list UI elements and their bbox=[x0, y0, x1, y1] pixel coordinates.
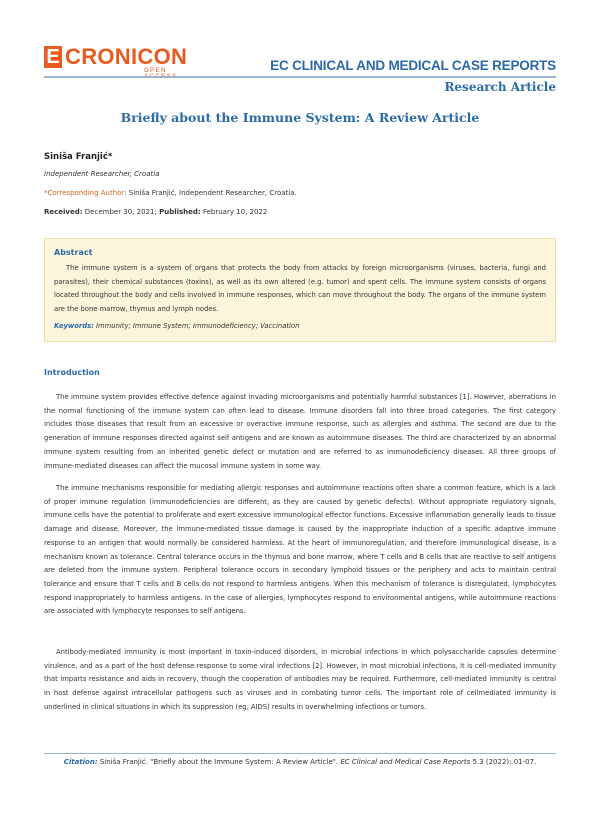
citation-journal: EC Clinical and Medical Case Reports bbox=[340, 758, 471, 766]
keywords-label: Keywords: bbox=[54, 321, 94, 330]
citation-line bbox=[44, 758, 556, 766]
received-label: Received: bbox=[44, 208, 83, 216]
article-dates bbox=[44, 208, 267, 216]
corresponding-label: *Corresponding Author bbox=[44, 189, 125, 197]
logo-tagline: OPEN bbox=[144, 68, 168, 74]
published-label: Published: bbox=[159, 208, 201, 216]
journal-name: EC CLINICAL AND MEDICAL CASE REPORTS bbox=[270, 58, 556, 73]
abstract-heading: Abstract bbox=[54, 248, 93, 257]
cronicon-logo bbox=[44, 44, 196, 74]
abstract-body: The immune system is a system of organs that protects the body from attacks by foreign microorganisms (viruses, bacteria, fungi and parasites), their chemical substances (toxins), as well as its own altered (e.g. tumor) and spent cells. The immune system consists of organs located throughout the body and cells involved in immune responses, which can move throughout the body. The organs of the immune system are the bone marrow, thymus and lymph nodes. bbox=[54, 264, 546, 314]
keywords bbox=[54, 320, 546, 333]
corresponding-text: : Siniša Franjić, Independent Researcher, Croatia. bbox=[124, 189, 297, 197]
intro-paragraph-2: The immune mechanisms responsible for mediating allergic responses and autoimmune reactions often share a common feature, which is a lack of proper immune regulation (immunodeficiencies are different, as they are caused by genetic defects). Without appropriate regulatory signals, immune cells have the potential to proliferate and exert excessive immunological effector functions. Excessive inflammation generally leads to tissue damage and disease. Moreover, the immune-mediated tissue damage is caused by the inappropriate induction of a specific adaptive immune response to an antigen that would normally be considered harmless. At the heart of immunoregulation, and therefore immunological disease, is a mechanism known as tolerance. Central tolerance occurs in the thymus and bone marrow, where T cells and B cells that are reactive to self antigens are deleted from the immune system. Peripheral tolerance occurs in secondary lymphoid tissues or the periphery and acts to maintain central tolerance and ensure that T cells and B cells do not respond to harmless antigens. When this mechanism of tolerance is disregulated, lymphocytes respond inappropriately to harmless antigens. In the case of allergies, lymphocytes respond to environmental antigens, while autoimmune reactions are associated with lymphocyte responses to self antigens. bbox=[44, 484, 556, 616]
keywords-list: Immunity; Immune System; Immunodeficiency; Vaccination bbox=[93, 321, 300, 330]
header-divider bbox=[44, 76, 556, 78]
article-title: Briefly about the Immune System: A Review Article bbox=[120, 110, 480, 125]
article-type: Research Article bbox=[444, 80, 556, 94]
author-affiliation: Independent Researcher, Croatia bbox=[44, 170, 160, 178]
published-date: February 10, 2022 bbox=[200, 208, 268, 216]
corresponding-author bbox=[44, 189, 297, 197]
footer-divider bbox=[44, 753, 556, 754]
author-name: Siniša Franjić* bbox=[44, 152, 113, 162]
logo-wordmark: CRONICON bbox=[65, 44, 188, 69]
introduction-heading: Introduction bbox=[44, 368, 100, 377]
intro-paragraph-1: The immune system provides effective defence against invading microorganisms and potentially harmful substances [1]. However, aberrations in the normal functioning of the immune system can often lead to disease. Immune disorders fall into three broad categories. The first category includes those diseases that result from an excessive or overactive immune response, such as allergies and asthma. The second are due to the generation of immune responses directed against self antigens and are known as autoimmune diseases. The third are characterized by an abnormal immune system resulting from an inherited genetic defect or mutation and are referred to as immunodeficiency diseases. All three groups of immune-mediated diseases can affect the mucosal immune system in some way. bbox=[44, 393, 556, 470]
intro-paragraph-3: Antibody-mediated immunity is most important in toxin-induced disorders, in microbial infections in which polysaccharide capsules determine virulence, and as a part of the host defense response to some viral infections [2]. However, in most microbial infections, it is cell-mediated immunity that imparts resistance and aids in recovery, though the cooperation of antibodies may be required. Furthermore, cell-mediated immunity is central in host defense against intracellular pathogens such as viruses and in combating tumor cells. The important role of cellmediated immunity is underlined in clinical situations in which its suppression (eg, AIDS) results in overwhelming infections or tumors. bbox=[44, 648, 556, 711]
citation-volume: 5.3 (2022): 01-07. bbox=[470, 758, 537, 766]
citation-text: Siniša Franjić. "Briefly about the Immune System: A Review Article". bbox=[97, 758, 341, 766]
received-date: December 30, 2021; bbox=[82, 208, 160, 216]
abstract-box bbox=[44, 238, 556, 342]
logo-mark: E bbox=[44, 46, 62, 68]
citation-label: Citation: bbox=[63, 758, 98, 766]
